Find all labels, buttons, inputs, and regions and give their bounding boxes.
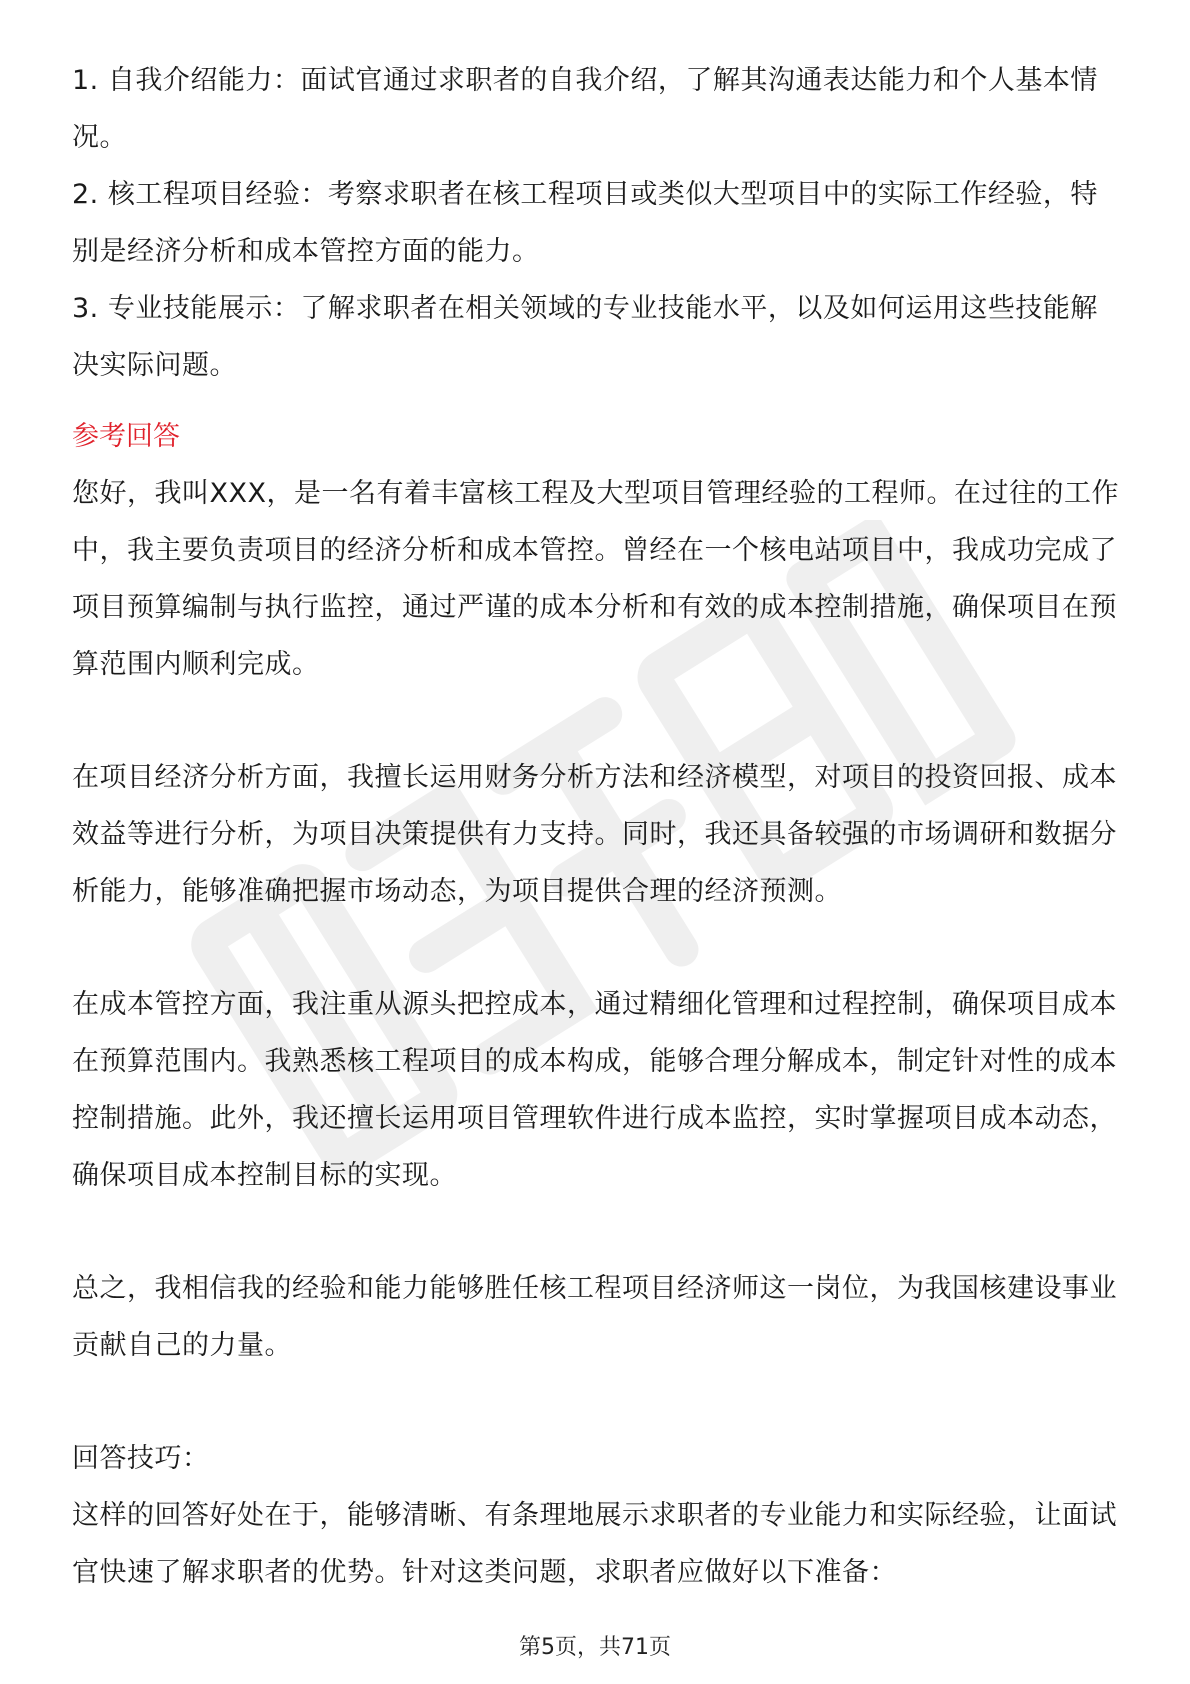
- answer-paragraph-3: 在成本管控方面，我注重从源头把控成本，通过精细化管理和过程控制，确保项目成本在预算范围内。我熟悉核工程项目的成本构成，能够合理分解成本，制定针对性的成本控制措施。此外，我还擅长运用项目管理软件进行成本监控，实时掌握项目成本动态，确保项目成本控制目标的实现。: [72, 989, 1117, 1191]
- paragraph-gap: [72, 920, 1122, 976]
- page-footer: 第5页，共71页: [519, 1635, 671, 1660]
- paragraph-gap: [72, 693, 1122, 749]
- answer-heading: 参考回答: [72, 421, 180, 452]
- paragraph-gap: [72, 1374, 1122, 1430]
- document-page: [72, 52, 1122, 1601]
- list-item-1: 1. 自我介绍能力：面试官通过求职者的自我介绍，了解其沟通表达能力和个人基本情况。: [72, 65, 1098, 153]
- answer-paragraph-1: 您好，我叫XXX，是一名有着丰富核工程及大型项目管理经验的工程师。在过往的工作中，我主要负责项目的经济分析和成本管控。曾经在一个核电站项目中，我成功完成了项目预算编制与执行监控，通过严谨的成本分析和有效的成本控制措施，确保项目在预算范围内顺利完成。: [72, 478, 1119, 680]
- list-item-3: 3. 专业技能展示：了解求职者在相关领域的专业技能水平，以及如何运用这些技能解决实际问题。: [72, 293, 1098, 381]
- answer-paragraph-4: 总之，我相信我的经验和能力能够胜任核工程项目经济师这一岗位，为我国核建设事业贡献自己的力量。: [72, 1273, 1117, 1361]
- paragraph-gap: [72, 1204, 1122, 1260]
- tips-text: 这样的回答好处在于，能够清晰、有条理地展示求职者的专业能力和实际经验，让面试官快速了解求职者的优势。针对这类问题，求职者应做好以下准备：: [72, 1500, 1117, 1588]
- answer-paragraph-2: 在项目经济分析方面，我擅长运用财务分析方法和经济模型，对项目的投资回报、成本效益等进行分析，为项目决策提供有力支持。同时，我还具备较强的市场调研和数据分析能力，能够准确把握市场动态，为项目提供合理的经济预测。: [72, 762, 1117, 907]
- list-item-2: 2. 核工程项目经验：考察求职者在核工程项目或类似大型项目中的实际工作经验，特别是经济分析和成本管控方面的能力。: [72, 179, 1098, 267]
- tips-heading: 回答技巧：: [72, 1443, 210, 1474]
